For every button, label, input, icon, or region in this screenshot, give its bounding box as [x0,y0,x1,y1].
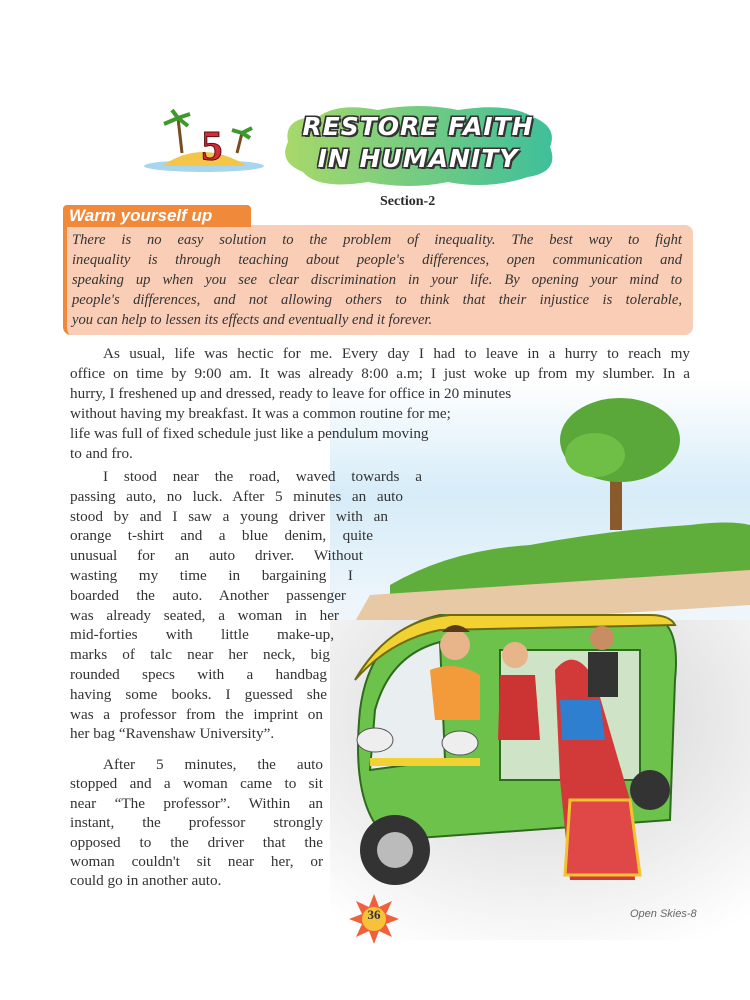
text-line: opposed to the driver that the [70,833,323,851]
chapter-title [278,102,558,188]
text-line: having some books. I guessed she [70,685,327,703]
text-line: rounded specs with a handbag [70,665,327,683]
text-line: stood by and I saw a young driver with an [70,507,388,525]
title-line-2: IN HUMANITY [317,144,519,173]
section-label: Section-2 [380,194,436,209]
text-line: woman couldn't sit near her, or [70,853,323,871]
text-line: instant, the professor strongly [70,814,323,832]
text-line: passing auto, no luck. After 5 minutes an auto [70,487,403,505]
title-line-1: RESTORE FAITH [302,112,534,141]
warm-up-line: inequality is through teaching about people's differences, open communication and [72,252,682,268]
warm-up-heading: Warm yourself up [63,205,251,227]
text-line: was a professor from the imprint on [70,705,323,723]
text-line: unusual for an auto driver. Without [70,547,363,565]
page-number-badge [348,893,400,945]
text-line: hurry, I freshened up and dressed, ready to leave for office in 20 minutes [70,385,512,402]
text-line: mid-forties with little make-up, [70,626,334,644]
text-line: office on time by 9:00 am. It was already 8:00 a.m; I just woke up from my slumber. In a [70,365,690,382]
text-line: was already seated, a woman in her [70,606,339,624]
chapter-number: 5 [201,124,223,170]
warm-up-line: you can help to lessen its effects and eventually end it forever. [72,312,433,328]
man-figure [588,626,618,697]
text-line: orange t-shirt and a blue denim, quite [70,527,373,545]
text-line: After 5 minutes, the auto [103,756,323,773]
warm-up-line: There is no easy solution to the problem of inequality. The best way to fight [72,232,682,248]
book-title: Open Skies-8 [630,908,697,920]
text-line: stopped and a woman came to sit [70,775,323,793]
page-number: 36 [367,907,381,922]
warm-up-line: people's differences, and not allowing others to think that their injustice is tolerable, [72,292,682,308]
text-line: life was full of fixed schedule just like a pendulum moving [70,425,429,442]
text-line: could go in another auto. [70,872,222,890]
warm-up-line: speaking up when you see clear discrimination in your life. By opening your mind to [72,272,682,288]
text-line: wasting my time in bargaining I [70,566,353,584]
text-line: without having my breakfast. It was a common routine for me; [70,405,451,422]
paragraph-1 [70,344,690,464]
text-line: to and fro. [70,445,133,462]
text-line: marks of talc near her neck, big [70,646,330,664]
text-line: boarded the auto. Another passenger [70,586,346,604]
chapter-island-icon [142,108,267,176]
paragraph-3 [70,755,323,891]
text-line: I stood near the road, waved towards a [103,468,422,485]
text-line: As usual, life was hectic for me. Every day I had to leave in a hurry to reach my [103,345,690,362]
text-line: her bag “Ravenshaw University”. [70,725,275,743]
text-line: near “The professor”. Within an [70,794,323,812]
paragraph-2 [70,467,422,744]
warm-up-text [72,230,682,330]
